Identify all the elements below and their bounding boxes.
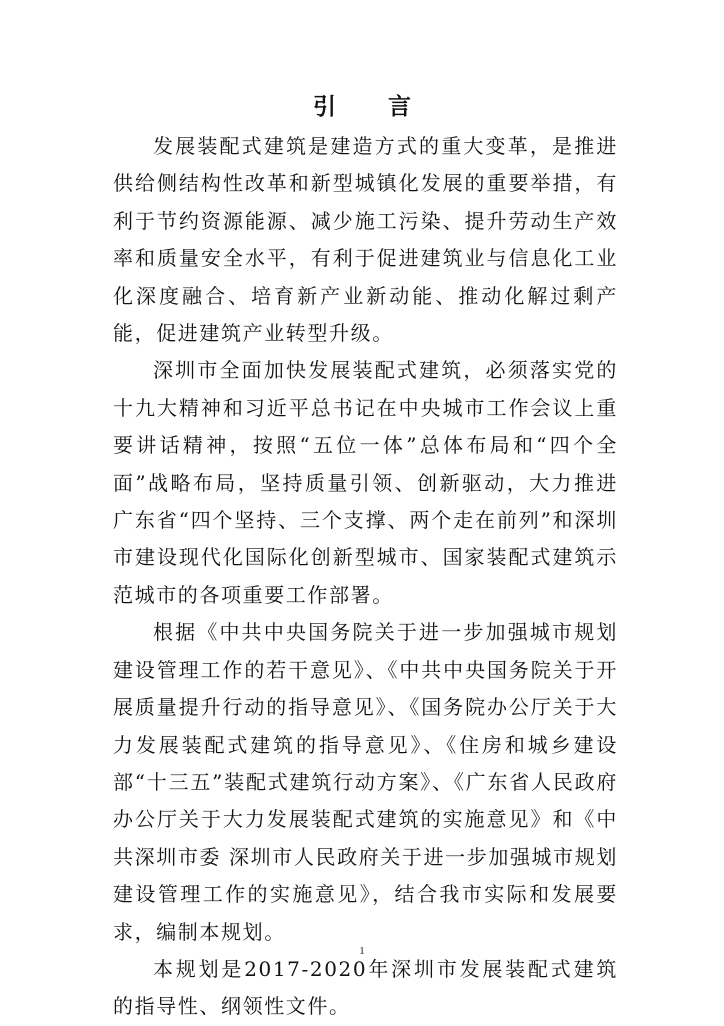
page-title: 引 言 bbox=[312, 94, 433, 120]
page-number: 1 bbox=[359, 945, 365, 957]
paragraph: 深圳市全面加快发展装配式建筑，必须落实党的十九大精神和习近平总书记在中央城市工作会议上重要讲话精神，按照“五位一体”总体布局和“四个全面”战略布局，坚持质量引领、创新驱动，大力推进广东省“四个坚持、三个支撑、两个走在前列”和深圳市建设现代化国际化创新型城市、国家装配式建筑示范城市的各项重要工作部署。 bbox=[113, 358, 618, 607]
paragraph: 发展装配式建筑是建造方式的重大变革，是推进供给侧结构性改革和新型城镇化发展的重要举措，有利于节约资源能源、减少施工污染、提升劳动生产效率和质量安全水平，有利于促进建筑业与信息化工业化深度融合、培育新产业新动能、推动化解过剩产能，促进建筑产业转型升级。 bbox=[113, 134, 618, 346]
body-text bbox=[113, 128, 618, 1026]
paragraph: 根据《中共中央国务院关于进一步加强城市规划建设管理工作的若干意见》、《中共中央国务院关于开展质量提升行动的指导意见》、《国务院办公厅关于大力发展装配式建筑的指导意见》、《住房和城乡建设部“十三五”装配式建筑行动方案》、《广东省人民政府办公厅关于大力发展装配式建筑的实施意见》和《中共深圳市委 深圳市人民政府关于进一步加强城市规划建设管理工作的实施意见》，结合我市实际和发展要求，编制本规划。 bbox=[113, 620, 618, 944]
paragraph: 本规划是2017-2020年深圳市发展装配式建筑的指导性、纲领性文件。 bbox=[113, 956, 618, 1019]
